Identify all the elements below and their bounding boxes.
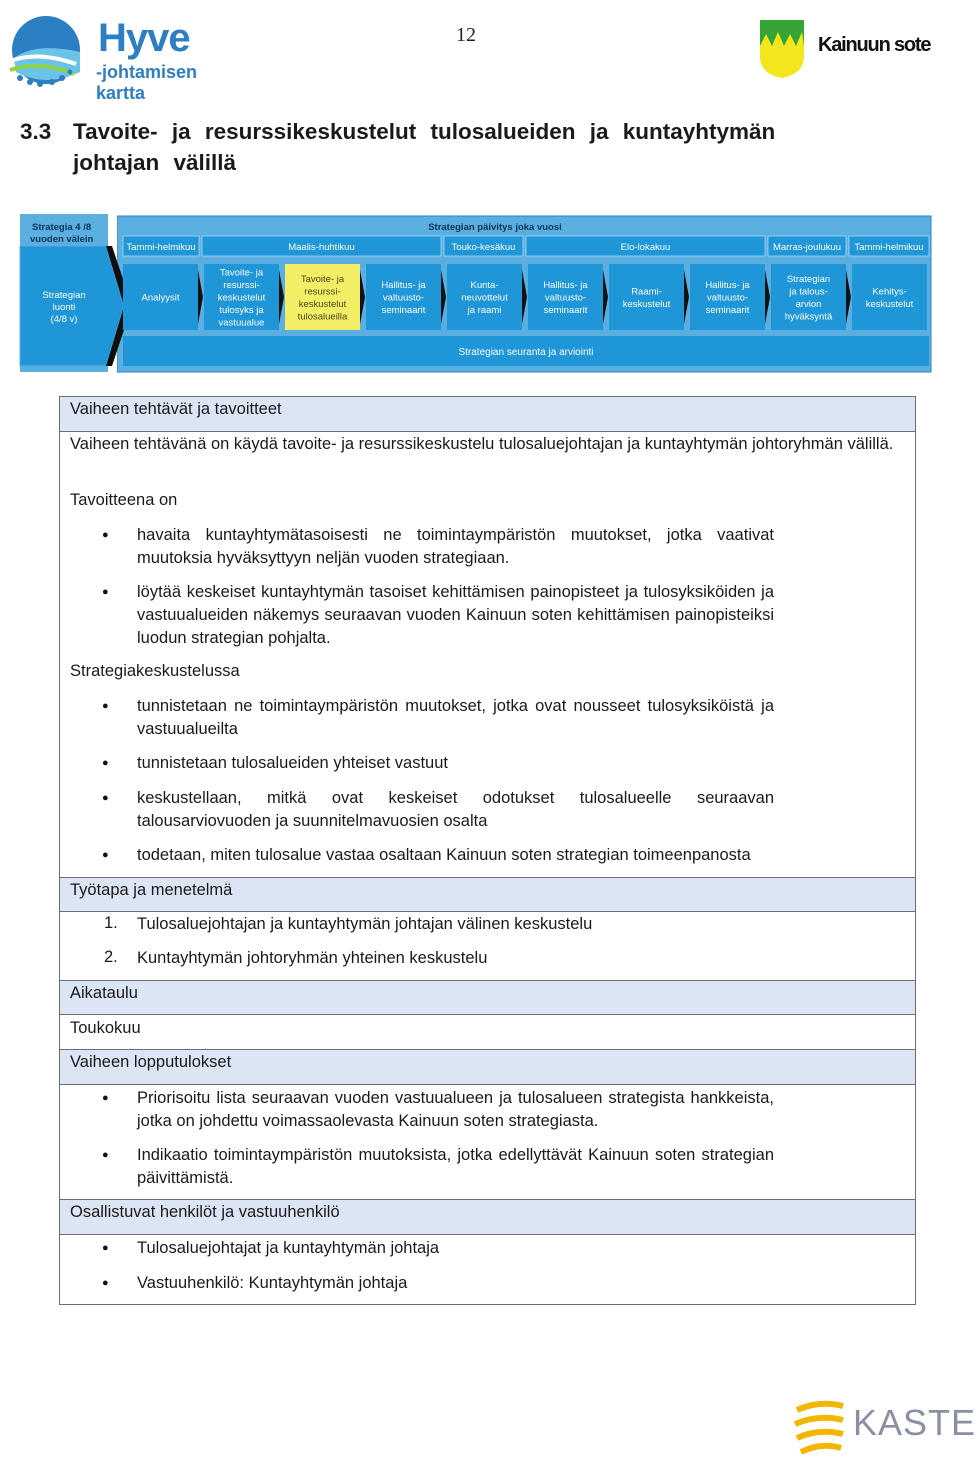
page-number: 12 — [456, 24, 476, 46]
start-step-label: Strategian — [42, 290, 86, 301]
step-label: keskustelut — [298, 298, 347, 310]
right-top-label: Strategian päivitys joka vuosi — [428, 222, 562, 233]
step-label: ja talous- — [789, 286, 828, 298]
section-header-schedule — [60, 980, 915, 1015]
goal-item: löytää keskeiset kuntayhtymän tasoiset kehittämisen painopisteet ja tulosyksiköiden ja vastuualueiden näkemys seuraavan vuoden Kainuun soten kehittämisen painopisteiksi luodun strategian pohjalta. — [137, 583, 774, 647]
bullet: ● — [102, 700, 109, 712]
step-label: tulosyks ja — [219, 305, 264, 316]
step-label: hyväksyntä — [784, 311, 833, 323]
bullet: ● — [102, 1242, 109, 1254]
month-label: Tammi-helmikuu — [126, 242, 196, 253]
step-label: keskustelut — [217, 292, 266, 304]
left-top-label-line-2: vuoden välein — [30, 234, 94, 245]
section-header-people — [60, 1199, 915, 1235]
month-label: Tammi-helmikuu — [854, 242, 924, 253]
step-label: valtuusto- — [382, 292, 425, 304]
month-label: Elo-lokakuu — [620, 242, 671, 253]
step-label: vastuualue — [218, 317, 265, 329]
section-title: Tavoite- ja resurssikeskustelut tulosalueiden ja kuntayhtymän johtajan välillä — [73, 119, 776, 175]
goals-label: Tavoitteena on — [70, 491, 178, 509]
step-label: tulosalueilla — [297, 311, 348, 323]
strategy-label: Strategiakeskustelussa — [70, 662, 240, 680]
list-number: 2. — [104, 948, 118, 966]
step-label: Analyysit — [141, 292, 180, 304]
start-step-label: luonti — [52, 302, 76, 313]
step-label: Raami- — [631, 286, 662, 298]
step-label: resurssi- — [223, 280, 260, 291]
goal-item: havaita kuntayhtymätasoisesti ne toimintaympäristön muutokset, jotka vaativat muutoksia hyväksyttyyn neljän vuoden strategiaan. — [137, 526, 774, 567]
method-item: Tulosaluejohtajan ja kuntayhtymän johtajan välinen keskustelu — [137, 915, 593, 933]
left-top-label-line-1: Strategia 4 /8 — [32, 222, 92, 233]
step-label: seminaarit — [381, 305, 426, 316]
kainuun-sote-logo-text: Kainuun sote — [818, 34, 931, 56]
month-label: Marras-joulukuu — [772, 242, 842, 253]
section-header-method — [60, 877, 915, 912]
start-step-label: (4/8 v) — [50, 314, 78, 325]
step-label: Strategian — [786, 273, 831, 285]
section-header-schedule-label: Aikataulu — [70, 984, 138, 1002]
month-label: Touko-kesäkuu — [451, 242, 516, 253]
section-header-method-label: Työtapa ja menetelmä — [70, 881, 233, 899]
bullet: ● — [102, 586, 109, 598]
hyve-logo-title: Hyve — [98, 16, 190, 60]
step-label: neuvottelut — [461, 292, 508, 304]
step-label: ja raami — [467, 305, 502, 316]
result-item: Indikaatio toimintaympäristön muutoksista, jotka edellyttävät Kainuun soten strategian päivittämistä. — [137, 1146, 774, 1187]
step-label: Hallitus- ja — [381, 280, 426, 291]
person-item: Tulosaluejohtajat ja kuntayhtymän johtaja — [137, 1239, 440, 1257]
section-header-results-label: Vaiheen lopputulokset — [70, 1053, 232, 1071]
bullet: ● — [102, 1277, 109, 1289]
strategy-item: todetaan, miten tulosalue vastaa osaltaan Kainuun soten strategian toimeenpanosta — [137, 846, 751, 864]
kaste-logo — [793, 1400, 976, 1460]
strategy-item: keskustellaan, mitkä ovat keskeiset odotukset tulosalueelle seuraavan talousarviovuoden ja suunnitelmavuosien osalta — [137, 789, 774, 830]
tasks-intro: Vaiheen tehtävänä on käydä tavoite- ja resurssikeskustelu tulosaluejohtajan ja kuntayhtymän johtoryhmän välillä. — [70, 435, 894, 453]
section-header-people-label: Osallistuvat henkilöt ja vastuuhenkilö — [70, 1203, 340, 1221]
step-label: Tavoite- ja — [219, 267, 264, 279]
section-header-tasks — [60, 397, 915, 432]
step-label: Kehitys- — [872, 286, 907, 298]
process-diagram-svg — [20, 214, 932, 372]
step-label: Hallitus- ja — [705, 280, 750, 291]
bullet: ● — [102, 757, 109, 769]
step-label: valtuusto- — [706, 292, 749, 304]
result-item: Priorisoitu lista seuraavan vuoden vastuualueen ja tulosalueen strategista hankkeista, jotka on johdettu voimassaolevasta Kainuun soten strategiasta. — [137, 1089, 774, 1130]
bullet: ● — [102, 849, 109, 861]
bottom-bar-label: Strategian seuranta ja arviointi — [458, 347, 594, 358]
strategy-process-diagram — [20, 214, 932, 372]
section-header-results — [60, 1049, 915, 1085]
kainuun-sote-logo — [758, 16, 940, 80]
step-label: resurssi- — [304, 286, 341, 298]
step-label: seminaarit — [543, 305, 588, 316]
step-label: Tavoite- ja — [300, 273, 345, 285]
kainuu-crest-icon — [758, 16, 808, 80]
bullet: ● — [102, 529, 109, 541]
phase-table — [59, 396, 916, 1305]
kaste-logo-mark-icon — [793, 1400, 849, 1458]
bullet: ● — [102, 1149, 109, 1161]
hyve-logo — [6, 12, 238, 103]
hyve-logo-subtitle: -johtamisen kartta — [96, 62, 198, 103]
step-label: arvion — [795, 298, 822, 310]
schedule-value: Toukokuu — [70, 1019, 141, 1037]
method-item: Kuntayhtymän johtoryhmän yhteinen keskustelu — [137, 949, 488, 967]
step-label: keskustelut — [865, 298, 914, 310]
bullet: ● — [102, 792, 109, 804]
step-label: seminaarit — [705, 305, 750, 316]
step-label: Hallitus- ja — [543, 280, 588, 291]
section-header-tasks-label: Vaiheen tehtävät ja tavoitteet — [70, 400, 282, 418]
person-item: Vastuuhenkilö: Kuntayhtymän johtaja — [137, 1274, 408, 1292]
month-label: Maalis-huhtikuu — [288, 242, 355, 253]
strategy-item: tunnistetaan tulosalueiden yhteiset vastuut — [137, 754, 448, 772]
kaste-logo-text: KASTE — [853, 1402, 976, 1443]
strategy-item: tunnistetaan ne toimintaympäristön muutokset, jotka ovat nousseet tulosyksiköistä ja vastuualueilta — [137, 697, 774, 738]
section-number: 3.3 — [20, 119, 52, 144]
step-label: Kunta- — [470, 280, 499, 291]
bullet: ● — [102, 1092, 109, 1104]
step-label: keskustelut — [622, 298, 671, 310]
step-label: valtuusto- — [544, 292, 587, 304]
list-number: 1. — [104, 914, 118, 932]
